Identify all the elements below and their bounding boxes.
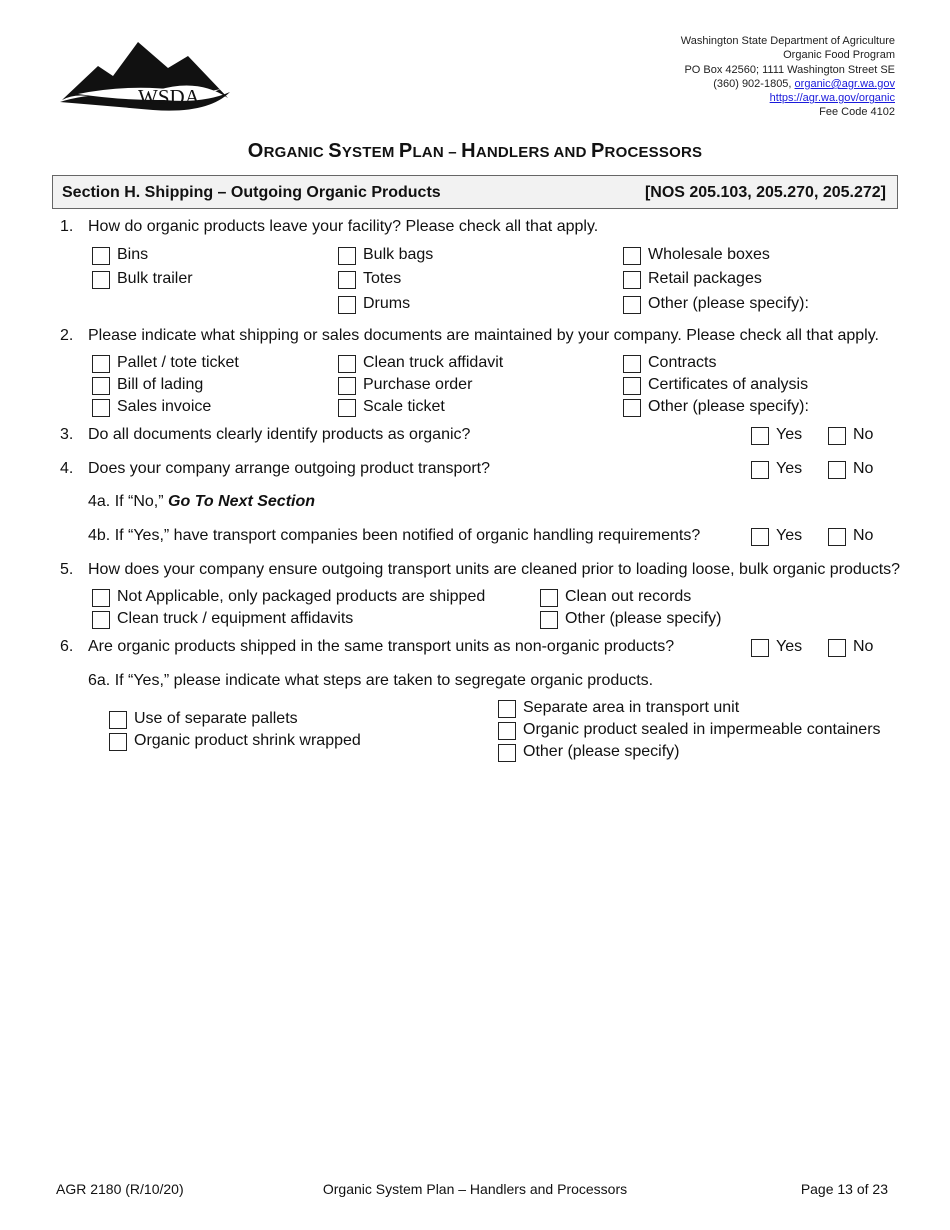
page-title: ORGANIC SYSTEM PLAN – HANDLERS AND PROCESSORS (247, 140, 703, 162)
option-label: Drums (363, 295, 411, 312)
checkbox[interactable] (623, 247, 641, 265)
wsda-logo (58, 38, 233, 116)
yes-label: Yes (776, 460, 803, 477)
option-label: Certificates of analysis (648, 376, 809, 393)
option-label: Retail packages (648, 270, 762, 287)
question-text: Please indicate what shipping or sales documents are maintained by your company. Please check all that apply. (88, 327, 879, 344)
subquestion-4b: 4b. If “Yes,” have transport companies been notified of organic handling requirements? (88, 527, 701, 544)
question-number: 4. (60, 460, 74, 477)
agency-email-link[interactable]: organic@agr.wa.gov (794, 77, 895, 90)
question-number: 2. (60, 327, 74, 344)
no-label: No (853, 426, 874, 443)
checkbox[interactable] (338, 247, 356, 265)
option-label: Bill of lading (117, 376, 204, 393)
subquestion-6a: 6a. If “Yes,” please indicate what steps are taken to segregate organic products. (88, 672, 654, 689)
no-checkbox[interactable] (828, 639, 846, 657)
checkbox[interactable] (623, 399, 641, 417)
yes-label: Yes (776, 527, 803, 544)
checkbox[interactable] (623, 377, 641, 395)
option-label: Pallet / tote ticket (117, 354, 239, 371)
question-text: How does your company ensure outgoing transport units are cleaned prior to loading loose, bulk organic products? (88, 561, 901, 578)
option-label: Other (please specify): (648, 295, 809, 312)
checkbox[interactable] (623, 355, 641, 373)
option-label: Scale ticket (363, 398, 445, 415)
checkbox[interactable] (623, 296, 641, 314)
option-label: Purchase order (363, 376, 473, 393)
option-label: Other (please specify) (523, 743, 680, 760)
question-text: How do organic products leave your facility? Please check all that apply. (88, 218, 599, 235)
footer-page-number: Page 13 of 23 (800, 1181, 888, 1197)
no-label: No (853, 527, 874, 544)
program-name: Organic Food Program (783, 49, 895, 62)
agency-address: PO Box 42560; 1111 Washington Street SE (684, 63, 895, 76)
question-number: 3. (60, 426, 74, 443)
option-label: Contracts (648, 354, 717, 371)
checkbox[interactable] (338, 271, 356, 289)
agency-website-link[interactable]: https://agr.wa.gov/organic (769, 92, 895, 105)
checkbox[interactable] (109, 733, 127, 751)
agency-contact (681, 77, 895, 91)
checkbox[interactable] (92, 589, 110, 607)
question-text: Do all documents clearly identify products as organic? (88, 426, 471, 443)
question-number: 5. (60, 561, 74, 578)
yes-label: Yes (776, 638, 803, 655)
no-checkbox[interactable] (828, 528, 846, 546)
option-label: Use of separate pallets (134, 710, 298, 727)
option-label: Other (please specify) (565, 610, 722, 627)
question-text: Does your company arrange outgoing product transport? (88, 460, 491, 477)
checkbox[interactable] (623, 271, 641, 289)
checkbox[interactable] (338, 399, 356, 417)
fee-code: Fee Code 4102 (819, 106, 895, 119)
no-label: No (853, 638, 874, 655)
checkbox[interactable] (540, 589, 558, 607)
option-label: Organic product sealed in impermeable containers (523, 721, 881, 738)
checkbox[interactable] (338, 296, 356, 314)
option-label: Organic product shrink wrapped (134, 732, 361, 749)
option-label: Clean out records (565, 588, 692, 605)
agency-name: Washington State Department of Agriculture (680, 35, 895, 47)
agency-info (681, 34, 895, 120)
checkbox[interactable] (498, 744, 516, 762)
no-label: No (853, 460, 874, 477)
option-label: Other (please specify): (648, 398, 809, 415)
svg-text:WSDA: WSDA (138, 85, 200, 109)
checkbox[interactable] (92, 377, 110, 395)
yes-checkbox[interactable] (751, 639, 769, 657)
checkbox[interactable] (338, 377, 356, 395)
question-number: 1. (60, 218, 74, 235)
question-text: Are organic products shipped in the same transport units as non-organic products? (88, 638, 675, 655)
yes-checkbox[interactable] (751, 528, 769, 546)
subquestion-4a: 4a. If “No,” Go To Next Section (88, 493, 316, 510)
agency-phone: (360) 902-1805, (713, 77, 792, 90)
checkbox[interactable] (92, 271, 110, 289)
option-label: Totes (363, 270, 402, 287)
checkbox[interactable] (109, 711, 127, 729)
section-header (52, 175, 898, 209)
option-label: Wholesale boxes (648, 246, 770, 263)
yes-checkbox[interactable] (751, 461, 769, 479)
section-refs: [NOS 205.103, 205.270, 205.272] (644, 184, 886, 201)
no-checkbox[interactable] (828, 427, 846, 445)
footer-form-id: AGR 2180 (R/10/20) (56, 1181, 184, 1197)
checkbox[interactable] (498, 722, 516, 740)
checkbox[interactable] (92, 611, 110, 629)
checkbox[interactable] (540, 611, 558, 629)
option-label: Bulk bags (363, 246, 434, 263)
option-label: Clean truck / equipment affidavits (117, 610, 354, 627)
yes-checkbox[interactable] (751, 427, 769, 445)
option-label: Separate area in transport unit (523, 699, 740, 716)
no-checkbox[interactable] (828, 461, 846, 479)
section-label: Section H. Shipping – Outgoing Organic Products (62, 184, 441, 201)
yes-label: Yes (776, 426, 803, 443)
checkbox[interactable] (92, 355, 110, 373)
checkbox[interactable] (92, 399, 110, 417)
option-label: Bulk trailer (117, 270, 193, 287)
question-number: 6. (60, 638, 74, 655)
option-label: Bins (117, 246, 149, 263)
option-label: Not Applicable, only packaged products are shipped (117, 588, 486, 605)
checkbox[interactable] (338, 355, 356, 373)
checkbox[interactable] (92, 247, 110, 265)
option-label: Sales invoice (117, 398, 212, 415)
option-label: Clean truck affidavit (363, 354, 504, 371)
footer-title: Organic System Plan – Handlers and Processors (322, 1181, 628, 1197)
checkbox[interactable] (498, 700, 516, 718)
